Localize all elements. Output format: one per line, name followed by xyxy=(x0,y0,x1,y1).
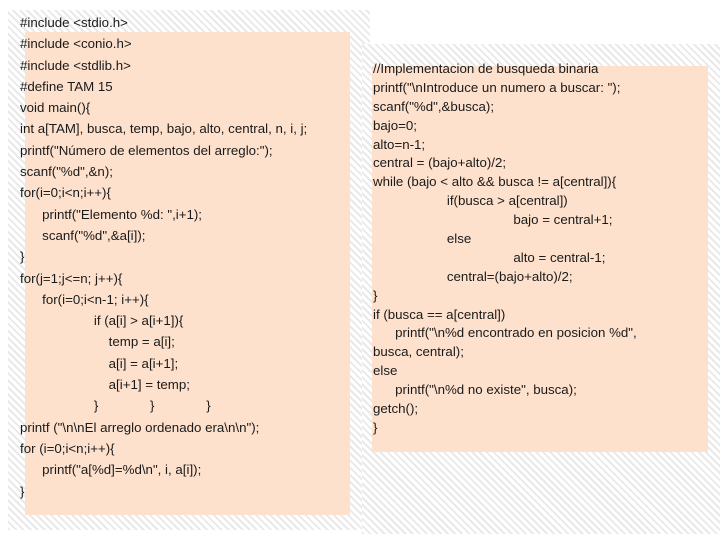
code-line: printf("\nIntroduce un numero a buscar: "); xyxy=(373,79,621,95)
code-line: //Implementacion de busqueda binaria xyxy=(373,61,599,76)
code-line: for(i=0;i<n;i++){ xyxy=(20,185,111,201)
code-line: for(i=0;i<n-1; i++){ xyxy=(20,291,149,307)
code-line: printf("\n%d no existe", busca); xyxy=(373,382,577,398)
code-line: } xyxy=(373,287,378,303)
code-line: bajo = central+1; xyxy=(373,212,613,228)
code-line: if (busca == a[central]) xyxy=(373,306,506,322)
code-line: #include <stdio.h> xyxy=(20,15,128,30)
code-line: busca, central); xyxy=(373,344,464,360)
code-line: printf("Número de elementos del arreglo:"); xyxy=(20,142,273,158)
right-code-block xyxy=(373,60,713,438)
code-line: central = (bajo+alto)/2; xyxy=(373,155,507,171)
code-line: a[i] = a[i+1]; xyxy=(20,355,179,371)
code-line: } } } xyxy=(20,398,211,414)
code-line: a[i+1] = temp; xyxy=(20,377,190,393)
code-line: int a[TAM], busca, temp, bajo, alto, central, n, i, j; xyxy=(20,121,308,137)
code-line: for (i=0;i<n;i++){ xyxy=(20,440,115,456)
code-line: } xyxy=(20,483,25,499)
code-line: printf ("\n\nEl arreglo ordenado era\n\n"); xyxy=(20,419,260,435)
code-line: printf("\n%d encontrado en posicion %d", xyxy=(373,325,637,341)
code-line: alto = central-1; xyxy=(373,249,606,265)
code-line: scanf("%d",&busca); xyxy=(373,98,495,114)
code-line: temp = a[i]; xyxy=(20,334,175,350)
left-code-block xyxy=(20,12,360,502)
code-line: printf("Elemento %d: ",i+1); xyxy=(20,206,203,222)
code-line: void main(){ xyxy=(20,100,91,116)
code-line: #define TAM 15 xyxy=(20,78,113,94)
code-line: else xyxy=(373,231,472,247)
code-line: scanf("%d",&a[i]); xyxy=(20,227,146,243)
code-line: #include <conio.h> xyxy=(20,36,132,52)
code-line: if (a[i] > a[i+1]){ xyxy=(20,313,184,329)
code-line: else xyxy=(373,363,398,379)
code-line: alto=n-1; xyxy=(373,136,426,152)
code-line: central=(bajo+alto)/2; xyxy=(373,268,573,284)
code-line: #include <stdlib.h> xyxy=(20,57,131,73)
code-line: } xyxy=(20,249,25,265)
code-line: if(busca > a[central]) xyxy=(373,193,568,209)
code-line: while (bajo < alto && busca != a[central]){ xyxy=(373,174,617,190)
code-line: getch(); xyxy=(373,401,419,417)
code-line: scanf("%d",&n); xyxy=(20,164,113,180)
code-line: } xyxy=(373,419,378,435)
code-line: for(j=1;j<=n; j++){ xyxy=(20,270,123,286)
code-line: printf("a[%d]=%d\n", i, a[i]); xyxy=(20,462,202,478)
code-line: bajo=0; xyxy=(373,117,417,133)
